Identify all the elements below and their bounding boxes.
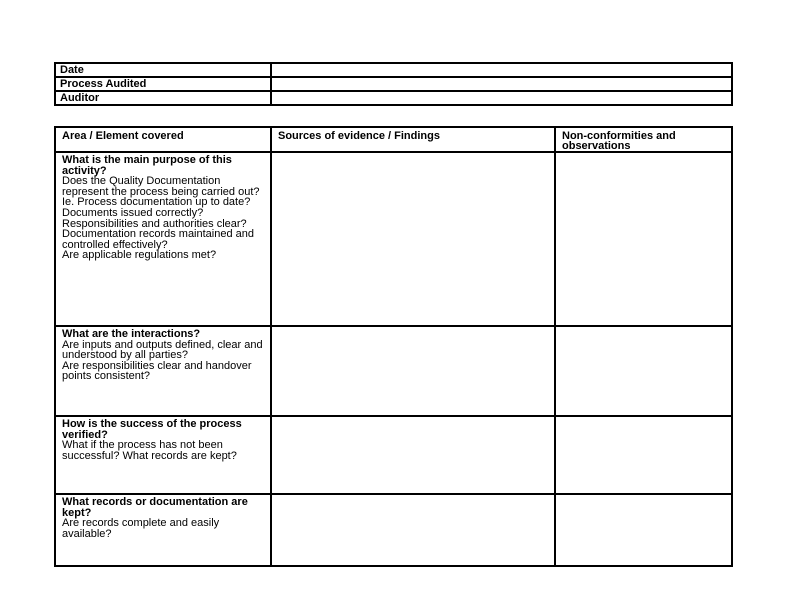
area-question: What records or documentation are kept? xyxy=(62,496,248,519)
nonconformities-cell[interactable] xyxy=(555,494,732,566)
audit-info-table xyxy=(54,62,733,106)
table-row xyxy=(55,326,732,416)
auditor-label: Auditor xyxy=(55,91,271,105)
area-question: What are the interactions? xyxy=(62,328,201,340)
audit-checklist-table xyxy=(54,126,733,567)
area-item: Documents issued correctly? xyxy=(62,206,204,219)
table-row xyxy=(55,416,732,494)
auditor-field[interactable] xyxy=(271,91,732,105)
area-question: What is the main purpose of this activity? xyxy=(62,154,232,177)
area-item: Are inputs and outputs defined, clear and understood by all parties? xyxy=(62,338,263,362)
area-item: Documentation records maintained and controlled effectively? xyxy=(62,228,255,251)
area-item: Ie. Process documentation up to date? xyxy=(62,196,251,209)
area-item: Are records complete and easily available? xyxy=(62,517,220,540)
column-header-area: Area / Element covered xyxy=(55,127,271,152)
table-row xyxy=(55,494,732,566)
process-audited-label: Process Audited xyxy=(55,77,271,91)
date-field[interactable] xyxy=(271,63,732,77)
nonconformities-cell[interactable] xyxy=(555,416,732,494)
table-row xyxy=(55,152,732,326)
findings-cell[interactable] xyxy=(271,416,555,494)
findings-cell[interactable] xyxy=(271,494,555,566)
column-header-findings: Sources of evidence / Findings xyxy=(271,127,555,152)
findings-cell[interactable] xyxy=(271,326,555,416)
process-audited-row xyxy=(55,77,732,91)
area-item: Are applicable regulations met? xyxy=(62,249,217,262)
area-cell xyxy=(55,416,271,494)
area-item: Responsibilities and authorities clear? xyxy=(62,217,247,230)
nonconformities-cell[interactable] xyxy=(555,152,732,326)
date-row xyxy=(55,63,732,77)
area-question: How is the success of the process verified? xyxy=(62,418,242,441)
area-item: What if the process has not been successful? What records are kept? xyxy=(62,439,237,462)
column-header-nonconformities: Non-conformities and observations xyxy=(555,127,732,152)
area-cell xyxy=(55,152,271,326)
date-label: Date xyxy=(55,63,271,77)
area-cell xyxy=(55,494,271,566)
area-cell xyxy=(55,326,271,416)
area-item: Does the Quality Documentation represent the process being carried out? xyxy=(62,175,260,198)
area-item: Are responsibilities clear and handover points consistent? xyxy=(62,359,252,383)
process-audited-field[interactable] xyxy=(271,77,732,91)
nonconformities-cell[interactable] xyxy=(555,326,732,416)
auditor-row xyxy=(55,91,732,105)
table-header-row xyxy=(55,127,732,152)
findings-cell[interactable] xyxy=(271,152,555,326)
